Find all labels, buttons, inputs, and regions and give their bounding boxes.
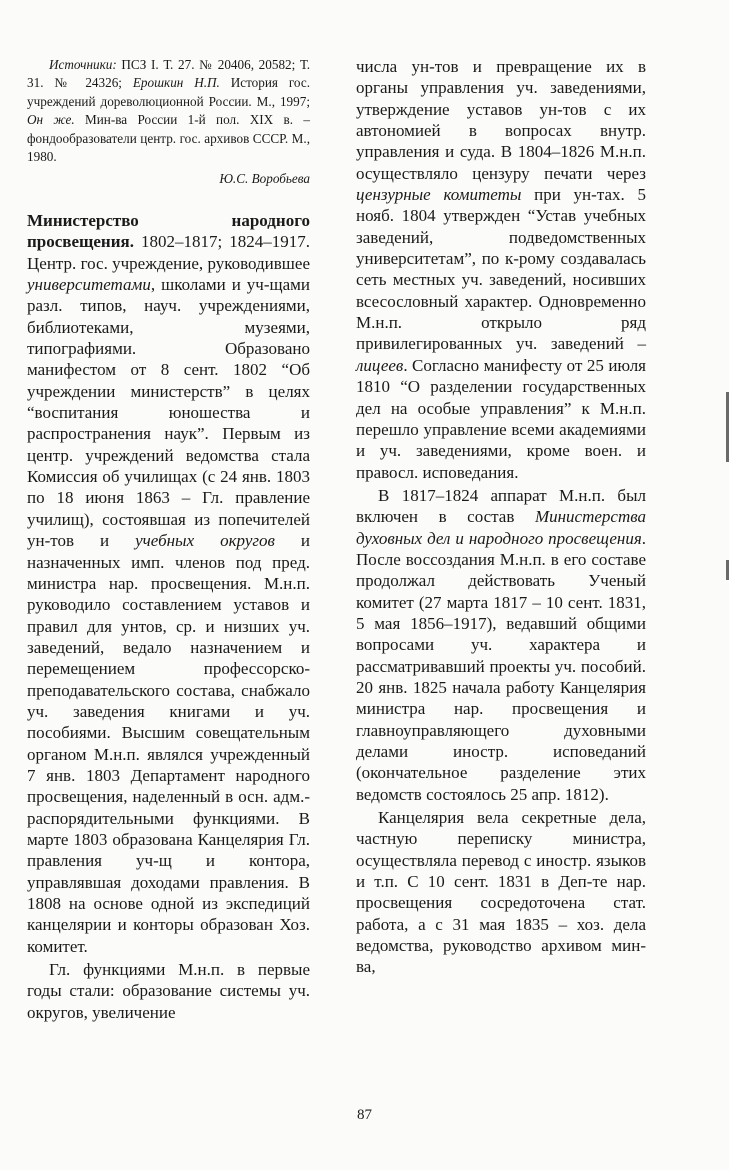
- entry-text: . Согласно манифесту от 25 июля 1810 “О разделении государственных дел на особые управления” к М.н.п. перешло управление всеми академиями и уч. заведениями, кроме воен. и правосл. исповедания.: [356, 355, 646, 482]
- sources-author: Он же.: [27, 112, 75, 128]
- cross-reference-link[interactable]: цензурные комитеты: [356, 185, 522, 205]
- entry-text: В 1817–1824 аппарат М.н.п. был включен в состав: [356, 485, 646, 527]
- entry-text: и назначенных имп. членов под пред. министра нар. просвещения. М.н.п. руководило составлением уставов и правил для унтов, ср. и низших уч. заведений, ведало назначением и перемещением профессорско-преподавательского состава, снабжало уч. заведения книгами и уч. пособиями. Высшим совещательным органом М.н.п. являлся учрежденный 7 янв. 1803 Департамент народного просвещения, наделенный в осн. адм.-распорядительными функциями. В марте 1803 образована Канцелярия Гл. правления уч-щ и контора, управлявшая доходами правления. В 1808 на основе одной из экспедиций канцелярии и конторы образован Хоз. комитет.: [27, 531, 310, 956]
- sources-label: Источники:: [49, 57, 117, 72]
- entry-paragraph: Канцелярия вела секретные дела, частную переписку министра, осуществляла перевод с иностр. языков и т.п. С 10 сент. 1831 в Деп-те нар. просвещения сосредоточена стат. работа, а с 31 мая 1835 – хоз. дела ведомства, руководство архивом мин-ва,: [356, 808, 646, 977]
- cross-reference-link[interactable]: лицеев: [356, 355, 404, 375]
- page-number: 87: [357, 1107, 372, 1123]
- sources-text: ПСЗ I. Т. 27. № 20406, 20582; Т. 31. № 24326;: [27, 57, 310, 91]
- author-signature: Ю.С. Воробьева: [219, 171, 310, 186]
- entry-paragraph: [356, 56, 646, 483]
- entry-text: , школами и уч-щами разл. типов, науч. учреждениями, библиотеками, музеями, типографиями. Образовано манифестом от 8 сент. 1802 “Об учреждении министерств” в целях “воспитания юношества и распространения наук”. Первым из центр. учреждений ведомства стала Комиссия об училищах (с 24 янв. 1803 по 18 июня 1863 – Гл. правление училищ), состоявшая из попечителей ун-тов и: [27, 275, 310, 551]
- encyclopedia-entry: [27, 210, 310, 1023]
- entry-text: 1802–1817; 1824–1917. Центр. гос. учреждение, руководившее: [27, 232, 310, 273]
- cross-reference-link[interactable]: учебных округов: [135, 531, 275, 551]
- cross-reference-link[interactable]: университетами: [27, 275, 151, 295]
- entry-text: числа ун-тов и превращение их в органы управления уч. заведениями, утверждение уставов ун-тов с их автономией в вопросах внутр. управления и суда. В 1804–1826 М.н.п. осуществляло цензуру печати через: [356, 57, 646, 183]
- sources-text: Мин-ва России 1-й пол. XIX в. – фондообразователи центр. гос. архивов СССР. М., 1980.: [27, 112, 311, 165]
- sources-text: История гос. учреждений дореволюционной России. М., 1997;: [27, 75, 311, 109]
- sources-block: [27, 56, 310, 166]
- entry-continuation: [356, 56, 646, 978]
- entry-text: при ун-тах. 5 нояб. 1804 утвержден “Устав учебных заведений, подведомственных университетам”, по к-рому создавалась сеть местных уч. заведений, носивших всесословный характер. Одновременно М.н.п. открыло ряд привилегированных уч. заведений –: [356, 185, 646, 354]
- cross-reference-link[interactable]: Министерства духовных дел и народного просвещения: [356, 507, 646, 548]
- entry-paragraph: [27, 210, 310, 957]
- entry-paragraph: [356, 485, 646, 805]
- entry-text: . После воссоздания М.н.п. в его составе продолжал действовать Ученый комитет (27 марта 1817 – 10 сент. 1831, 5 мая 1856–1917), ведавший общими вопросами уч. характера и рассматривавший проекты уч. пособий. 20 янв. 1825 начала работу Канцелярия министра нар. просвещения и главноуправляющего духовными делами иностр. исповеданий (окончательное разделение этих ведомств состоялось 25 апр. 1812).: [356, 528, 646, 804]
- entry-title: Министерство народного просвещения.: [27, 211, 310, 252]
- sources-author: Ерошкин Н.П.: [132, 75, 220, 91]
- entry-paragraph: Гл. функциями М.н.п. в первые годы стали: образование системы уч. округов, увеличение: [27, 960, 310, 1022]
